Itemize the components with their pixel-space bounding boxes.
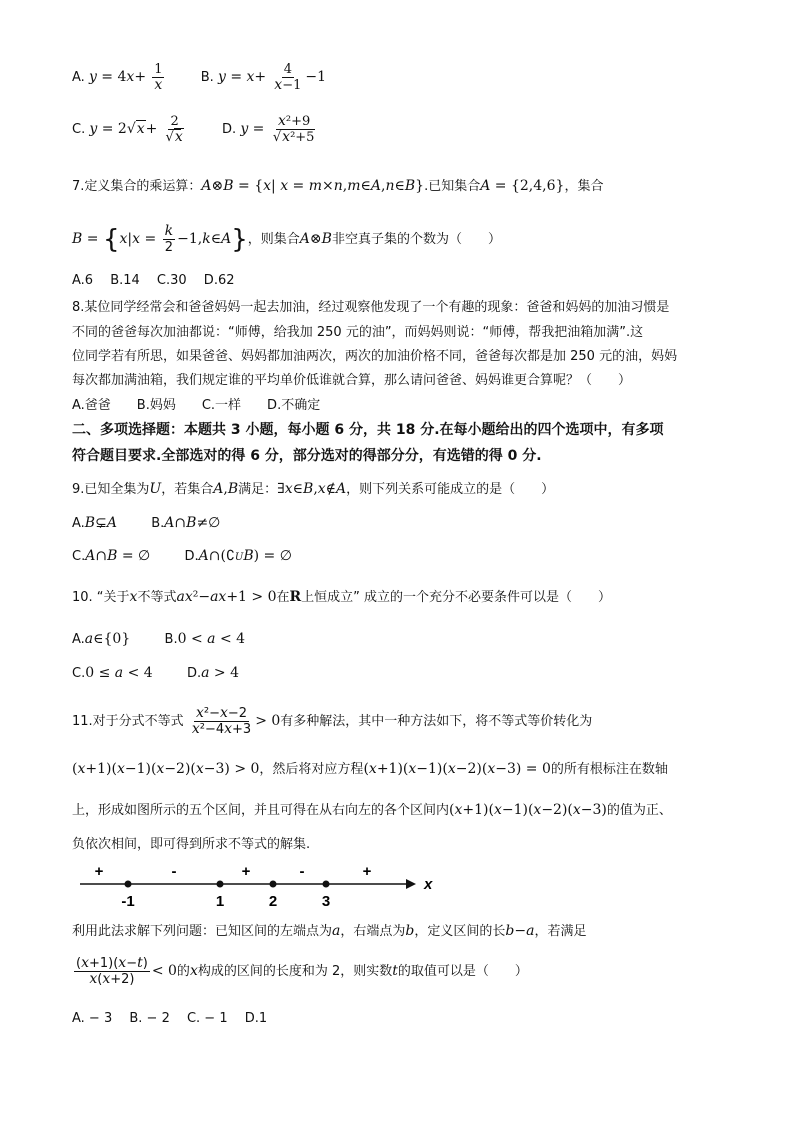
- root-point: [323, 881, 330, 888]
- q6-options-row1: A. y = 4x+ $\frac{1}{x}$ B. y = x+ $\frac{4}{x-1}$ −1: [72, 62, 327, 93]
- root-label: -1: [121, 893, 135, 910]
- section2-heading-line2: 符合题目要求.全部选对的得 6 分，部分选对的得部分分，有选错的得 0 分.: [72, 448, 542, 464]
- q9-stem: 9.已知全集为U，若集合A,B满足：∃x∈B,x∉A，则下列关系可能成立的是（ ）: [72, 481, 555, 497]
- q7-options: A.6 B.14 C.30 D.62: [72, 273, 235, 288]
- root-point: [217, 881, 224, 888]
- q10-options-row2: C.0 ≤ a < 4 D.a > 4: [72, 665, 240, 681]
- root-label: 2: [268, 893, 278, 910]
- q8-line4: 每次都加满油箱，我们规定谁的平均单价低谁就合算，那么请问爸爸、妈妈谁更合算呢？（ ）: [72, 373, 632, 388]
- q6-option-a-label: A.: [72, 70, 85, 85]
- root-label: 1: [215, 893, 225, 910]
- q8-line1: 8.某位同学经常会和爸爸妈妈一起去加油，经过观察他发现了一个有趣的现象：爸爸和妈妈的加油习惯是: [72, 300, 670, 315]
- q7-stem-line2: B = {x|x = $\frac{k}{2}$ −1,k∈A}，则集合A⊗B非空真子集的个数为（ ）: [72, 223, 501, 255]
- q11-stem-line5: 利用此法求解下列问题：已知区间的左端点为a，右端点为b，定义区间的长b−a，若满足: [72, 923, 587, 939]
- q11-stem-line2: (x+1)(x−1)(x−2)(x−3) > 0，然后将对应方程(x+1)(x−1)(x−2)(x−3) = 0的所有根标注在数轴: [72, 761, 668, 777]
- q11-options: A. − 3 B. − 2 C. − 1 D.1: [72, 1011, 268, 1026]
- section2-heading-line1: 二、多项选择题：本题共 3 小题，每小题 6 分，共 18 分.在每小题给出的四个选项中，有多项: [72, 422, 664, 438]
- sign-label: -: [171, 863, 177, 880]
- sign-label: +: [241, 863, 251, 880]
- q8-options: A.爸爸 B.妈妈 C.一样 D.不确定: [72, 398, 321, 413]
- q6-options-row2: C. y = 2√x+ $\frac{2}{√x}$ D. y = $\frac{\text{x²+9}}{\text{√x²+5}}$: [72, 113, 315, 145]
- q6-option-b-label: B.: [200, 70, 214, 85]
- root-label: 3: [321, 893, 331, 910]
- q8-line3: 位同学若有所思，如果爸爸、妈妈都加油两次，两次的加油价格不同，爸爸每次都是加 250 元的油，妈妈: [72, 349, 678, 364]
- q10-stem: 10. “关于x不等式ax²−ax+1 > 0在R上恒成立” 成立的一个充分不必要条件可以是（ ）: [72, 589, 612, 605]
- q11-stem-line4: 负依次相间，即可得到所求不等式的解集.: [72, 837, 311, 852]
- q8-line2: 不同的爸爸每次加油都说：“师傅，给我加 250 元的油”，而妈妈则说：“师傅，帮我把油箱加满”.这: [72, 325, 644, 340]
- sign-label: +: [362, 863, 372, 880]
- q9-options-row2: C.A∩B = ∅ D.A∩(∁UB) = ∅: [72, 548, 292, 564]
- sign-label: +: [94, 863, 104, 880]
- root-point: [270, 881, 277, 888]
- q11-stem-line6: $\frac{(x+1)(x-t)}{x(x+2)}$ < 0的x构成的区间的长度和为 2，则实数t的取值可以是（ ）: [76, 955, 528, 987]
- number-line-axis-label: x: [424, 876, 433, 893]
- q7-stem-line1: 7.定义集合的乘运算：A⊗B = {x| x = m×n,m∈A,n∈B}.已知集合A = {2,4,6}，集合: [72, 178, 604, 194]
- q9-options-row1: A.B⊊A B.A∩B≠∅: [72, 515, 221, 531]
- root-point: [125, 881, 132, 888]
- sign-label: -: [299, 863, 305, 880]
- q6-option-c-label: C.: [72, 122, 86, 137]
- number-line-arrow: [406, 879, 416, 889]
- q10-options-row1: A.a∈{0} B.0 < a < 4: [72, 631, 246, 647]
- number-line-diagram: [76, 858, 436, 912]
- q6-option-d-label: D.: [222, 122, 237, 137]
- q11-stem-line3: 上，形成如图所示的五个区间，并且可得在从右向左的各个区间内(x+1)(x−1)(x−2)(x−3)的值为正、: [72, 802, 672, 818]
- q11-stem-line1: 11.对于分式不等式 $\frac{\text{x²−x−2}}{\text{x²−4x+3}}$ > 0有多种解法，其中一种方法如下，将不等式等价转化为: [72, 705, 593, 737]
